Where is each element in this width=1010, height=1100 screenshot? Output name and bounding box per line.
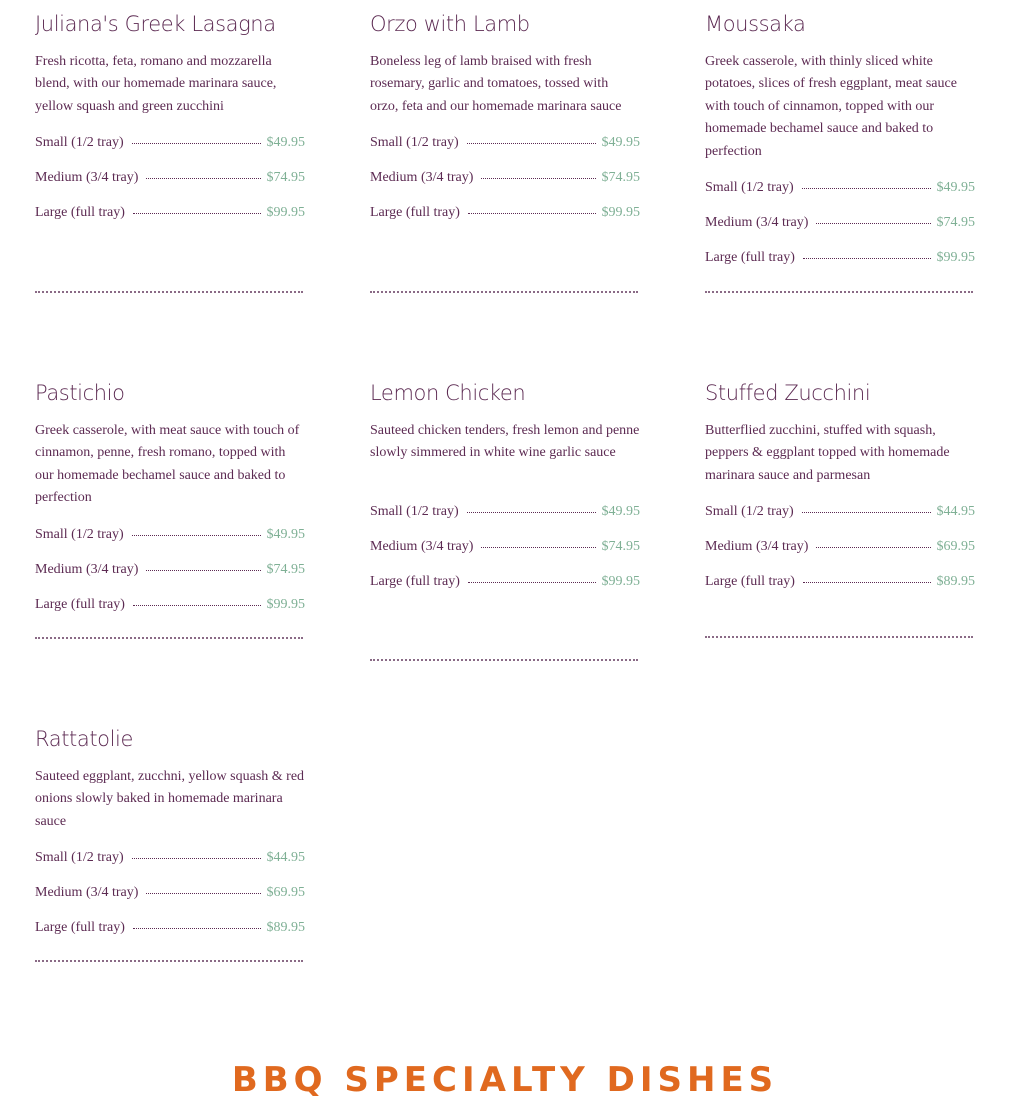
dot-leader — [802, 188, 931, 189]
dish-card-orzo-lamb — [370, 0, 640, 369]
price-amount: $74.95 — [601, 170, 640, 186]
dot-leader — [133, 605, 261, 606]
price-list — [35, 134, 305, 239]
price-row-large — [370, 573, 640, 608]
size-label: Large (full tray) — [35, 920, 125, 936]
size-label: Medium (3/4 tray) — [705, 215, 809, 231]
price-amount: $49.95 — [601, 135, 640, 151]
price-amount: $89.95 — [936, 574, 975, 590]
price-row-medium — [370, 169, 640, 204]
price-amount: $99.95 — [601, 205, 640, 221]
price-amount: $74.95 — [936, 215, 975, 231]
dotted-divider — [35, 637, 303, 639]
size-label: Large (full tray) — [35, 205, 125, 221]
price-amount: $49.95 — [601, 504, 640, 519]
dot-leader — [132, 858, 261, 859]
dish-name: Lemon Chicken — [370, 381, 526, 405]
price-row-large — [35, 204, 305, 239]
price-row-medium — [35, 884, 305, 919]
price-row-small — [370, 503, 640, 538]
price-row-small — [35, 526, 305, 561]
size-label: Medium (3/4 tray) — [35, 170, 139, 186]
price-amount: $49.95 — [266, 526, 305, 542]
dish-card-moussaka — [705, 0, 975, 369]
price-amount: $99.95 — [936, 250, 975, 266]
price-row-large — [370, 204, 640, 239]
dotted-divider — [370, 659, 638, 661]
price-row-small — [705, 503, 975, 538]
dish-name: Stuffed Zucchini — [705, 381, 871, 405]
price-list — [705, 503, 975, 608]
dish-card-lemon-chicken — [370, 369, 640, 715]
dish-name: Rattatolie — [35, 727, 134, 751]
section-heading-bbq: BBQ SPECIALTY DISHES — [231, 1060, 779, 1100]
dot-leader — [481, 547, 595, 548]
dish-name: Orzo with Lamb — [370, 12, 530, 36]
dish-card-pastichio — [35, 369, 305, 715]
price-row-medium — [35, 169, 305, 204]
dotted-divider — [35, 960, 303, 962]
price-row-small — [705, 179, 975, 214]
dish-name: Moussaka — [705, 12, 806, 36]
dot-leader — [467, 512, 596, 513]
dish-card-stuffed-zucchini — [705, 369, 975, 715]
dotted-divider — [370, 291, 638, 293]
size-label: Small (1/2 tray) — [35, 850, 124, 866]
price-list — [35, 526, 305, 631]
price-list — [705, 179, 975, 284]
size-label: Small (1/2 tray) — [370, 504, 459, 519]
dish-description: Greek casserole, with meat sauce with touch of cinnamon, penne, fresh romano, topped with our homemade bechamel sauce and baked to perfection — [35, 423, 300, 506]
price-amount: $69.95 — [266, 885, 305, 901]
dot-leader — [481, 178, 595, 179]
price-row-medium — [705, 538, 975, 573]
price-row-medium — [35, 561, 305, 596]
dish-description: Greek casserole, with thinly sliced white potatoes, slices of fresh eggplant, meat sauce with touch of cinnamon, topped with our homemade bechamel sauce and baked to perfection — [705, 54, 957, 159]
price-amount: $99.95 — [266, 596, 305, 612]
size-label: Large (full tray) — [705, 574, 795, 590]
size-label: Small (1/2 tray) — [705, 180, 794, 196]
dot-leader — [803, 258, 931, 259]
size-label: Small (1/2 tray) — [35, 526, 124, 542]
dot-leader — [802, 512, 931, 513]
price-row-medium — [705, 214, 975, 249]
size-label: Medium (3/4 tray) — [35, 885, 139, 901]
dot-leader — [133, 928, 261, 929]
size-label: Small (1/2 tray) — [370, 135, 459, 151]
price-amount: $89.95 — [266, 920, 305, 936]
price-amount: $49.95 — [936, 180, 975, 196]
size-label: Large (full tray) — [705, 250, 795, 266]
dotted-divider — [705, 291, 973, 293]
dot-leader — [133, 213, 261, 214]
dish-name: Pastichio — [35, 381, 125, 405]
dot-leader — [816, 547, 930, 548]
dish-card-rattatolie — [35, 715, 305, 962]
dot-leader — [803, 582, 931, 583]
price-amount: $44.95 — [936, 504, 975, 520]
size-label: Medium (3/4 tray) — [370, 170, 474, 186]
size-label: Large (full tray) — [35, 596, 125, 612]
price-list — [35, 849, 305, 954]
price-amount: $74.95 — [601, 539, 640, 554]
price-row-medium — [370, 538, 640, 573]
size-label: Medium (3/4 tray) — [370, 539, 474, 554]
size-label: Medium (3/4 tray) — [35, 561, 139, 577]
price-amount: $99.95 — [266, 205, 305, 221]
menu-grid — [35, 0, 975, 962]
size-label: Large (full tray) — [370, 205, 460, 221]
price-amount: $74.95 — [266, 170, 305, 186]
price-row-small — [35, 849, 305, 884]
dot-leader — [816, 223, 930, 224]
dish-description: Boneless leg of lamb braised with fresh rosemary, garlic and tomatoes, tossed with orzo, feta and our homemade marinara sauce — [370, 54, 622, 114]
price-amount: $99.95 — [601, 574, 640, 589]
size-label: Large (full tray) — [370, 574, 460, 589]
dot-leader — [132, 143, 261, 144]
dot-leader — [146, 178, 260, 179]
price-list — [370, 503, 640, 608]
dot-leader — [468, 582, 596, 583]
dot-leader — [146, 893, 260, 894]
price-row-large — [35, 919, 305, 954]
price-list — [370, 134, 640, 239]
dot-leader — [132, 535, 261, 536]
dish-description: Fresh ricotta, feta, romano and mozzarella blend, with our homemade marinara sauce, yellow squash and green zucchini — [35, 54, 277, 114]
dish-description: Butterflied zucchini, stuffed with squash, peppers & eggplant topped with homemade marinara sauce and parmesan — [705, 423, 950, 483]
dot-leader — [467, 143, 596, 144]
price-row-small — [370, 134, 640, 169]
dish-card-greek-lasagna — [35, 0, 305, 369]
dotted-divider — [35, 291, 303, 293]
price-row-large — [705, 573, 975, 608]
price-amount: $49.95 — [266, 135, 305, 151]
dish-description: Sauteed chicken tenders, fresh lemon and penne slowly simmered in white wine garlic sauce — [370, 423, 640, 461]
dot-leader — [146, 570, 260, 571]
dotted-divider — [705, 636, 973, 638]
dish-description: Sauteed eggplant, zucchni, yellow squash & red onions slowly baked in homemade marinara sauce — [35, 769, 305, 829]
price-row-large — [35, 596, 305, 631]
price-row-small — [35, 134, 305, 169]
price-amount: $74.95 — [266, 561, 305, 577]
size-label: Small (1/2 tray) — [705, 504, 794, 520]
price-amount: $44.95 — [266, 850, 305, 866]
dish-name: Juliana's Greek Lasagna — [35, 12, 276, 36]
price-amount: $69.95 — [936, 539, 975, 555]
price-row-large — [705, 249, 975, 284]
dot-leader — [468, 213, 596, 214]
size-label: Small (1/2 tray) — [35, 135, 124, 151]
size-label: Medium (3/4 tray) — [705, 539, 809, 555]
